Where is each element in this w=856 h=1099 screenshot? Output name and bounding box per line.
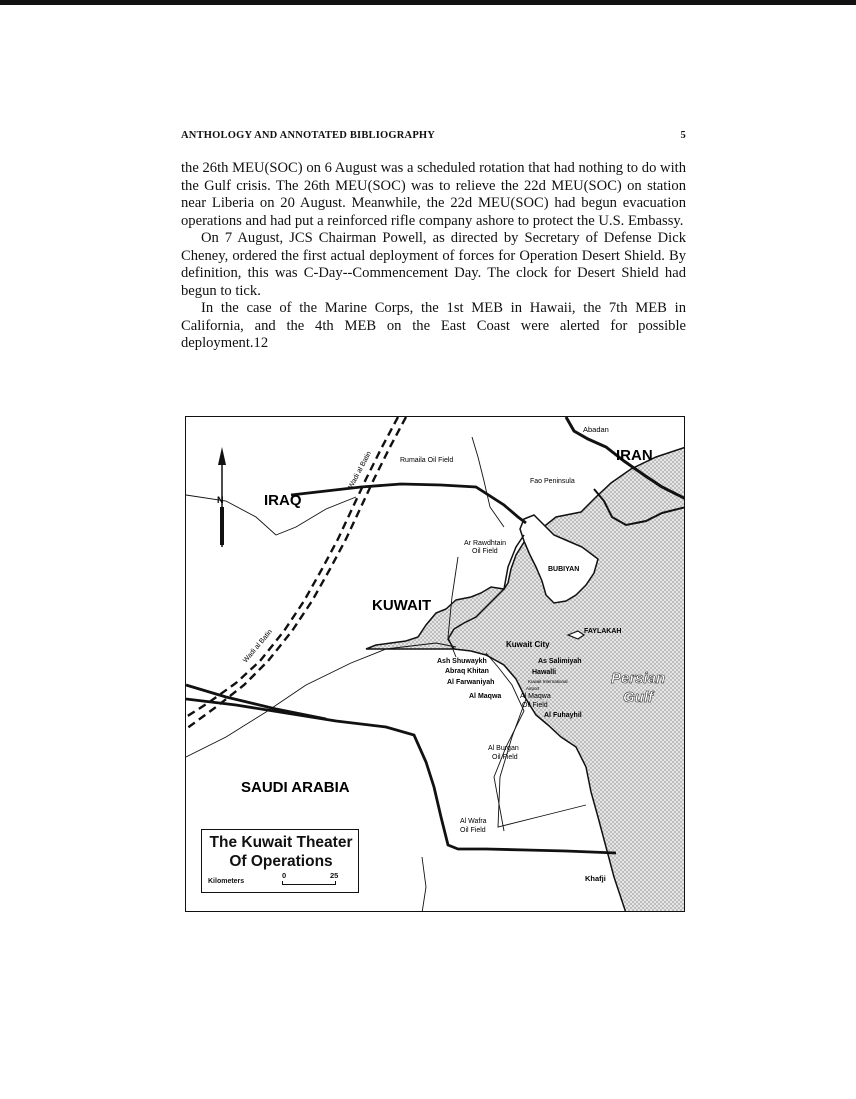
kuwait-theater-map xyxy=(185,416,685,912)
place-label: Oil Field xyxy=(492,754,518,761)
road xyxy=(422,857,426,912)
place-label: Abadan xyxy=(583,425,609,434)
place-label: Ar Rawdhtain xyxy=(464,540,507,547)
legend-scale-0: 0 xyxy=(282,871,287,880)
paragraph: the 26th MEU(SOC) on 6 August was a scheduled rotation that had nothing to do with the Gulf crisis. The 26th MEU(SOC) was to relieve the 22d MEU(SOC) on station near Liberia on 20 August. Meanwhile, the 22d MEU(SOC) had begun evacuation operations and had put a reinforced rifle company ashore to protect the U.S. Embassy. xyxy=(181,160,686,229)
map-legend xyxy=(201,829,359,893)
north-arrow xyxy=(217,447,226,547)
place-label: Oil Field xyxy=(522,702,548,709)
place-label: Kuwait City xyxy=(506,640,550,649)
page-number: 5 xyxy=(680,130,686,141)
place-label: Kuwait International xyxy=(528,679,568,684)
place-label: Airport xyxy=(526,686,540,691)
body-text xyxy=(181,160,686,353)
place-label: Al Farwaniyah xyxy=(447,679,495,686)
border-iraq-kuwait xyxy=(291,484,526,523)
label-persian: Persian xyxy=(611,670,666,687)
north-label: N xyxy=(217,495,224,505)
place-label: Al Wafra xyxy=(460,818,487,825)
running-title: ANTHOLOGY AND ANNOTATED BIBLIOGRAPHY xyxy=(181,130,436,141)
label-saudi-arabia: SAUDI ARABIA xyxy=(241,779,350,796)
place-label: Wadi al Batin xyxy=(242,628,274,665)
label-gulf: Gulf xyxy=(623,689,653,706)
place-label: Al Fuhayhil xyxy=(544,712,582,719)
place-label: Khafji xyxy=(585,874,606,883)
road xyxy=(472,437,504,527)
place-label: Oil Field xyxy=(472,548,498,555)
running-head xyxy=(181,130,686,141)
place-label: Rumaila Oil Field xyxy=(400,457,454,464)
place-label: Fao Peninsula xyxy=(530,478,575,485)
place-label: As Salimiyah xyxy=(538,658,582,665)
place-label: Wadi al Batin xyxy=(347,450,374,490)
place-label: Hawalli xyxy=(532,669,557,676)
place-label: Abraq Khitan xyxy=(445,668,489,675)
place-label: Ash Shuwaykh xyxy=(437,658,487,665)
legend-scale-25: 25 xyxy=(330,871,339,880)
legend-scale-bar xyxy=(282,881,336,885)
label-iraq: IRAQ xyxy=(264,492,302,509)
place-label: BUBIYAN xyxy=(548,566,580,573)
label-iran: IRAN xyxy=(616,447,653,464)
legend-kilometers: Kilometers xyxy=(208,878,245,885)
place-label: Al Maqwa xyxy=(469,693,502,700)
place-label: FAYLAKAH xyxy=(584,628,622,635)
legend-title-line1: The Kuwait Theater xyxy=(209,834,353,851)
legend-title xyxy=(206,833,356,871)
paragraph: On 7 August, JCS Chairman Powell, as directed by Secretary of Defense Dick Cheney, ordered the first actual deployment of forces for Operation Desert Shield. By definition, this was C-Day--Commencement Day. The clock for Desert Shield had begun to tick. xyxy=(181,230,686,299)
top-rule xyxy=(0,0,856,5)
legend-title-line2: Of Operations xyxy=(229,853,333,870)
label-kuwait: KUWAIT xyxy=(372,597,432,614)
place-label: Al Maqwa xyxy=(520,693,551,700)
place-label: Oil Field xyxy=(460,827,486,834)
place-label: Al Burgan xyxy=(488,745,519,752)
paragraph: In the case of the Marine Corps, the 1st MEB in Hawaii, the 7th MEB in California, and the 4th MEB on the East Coast were alerted for possible deployment.12 xyxy=(181,300,686,351)
